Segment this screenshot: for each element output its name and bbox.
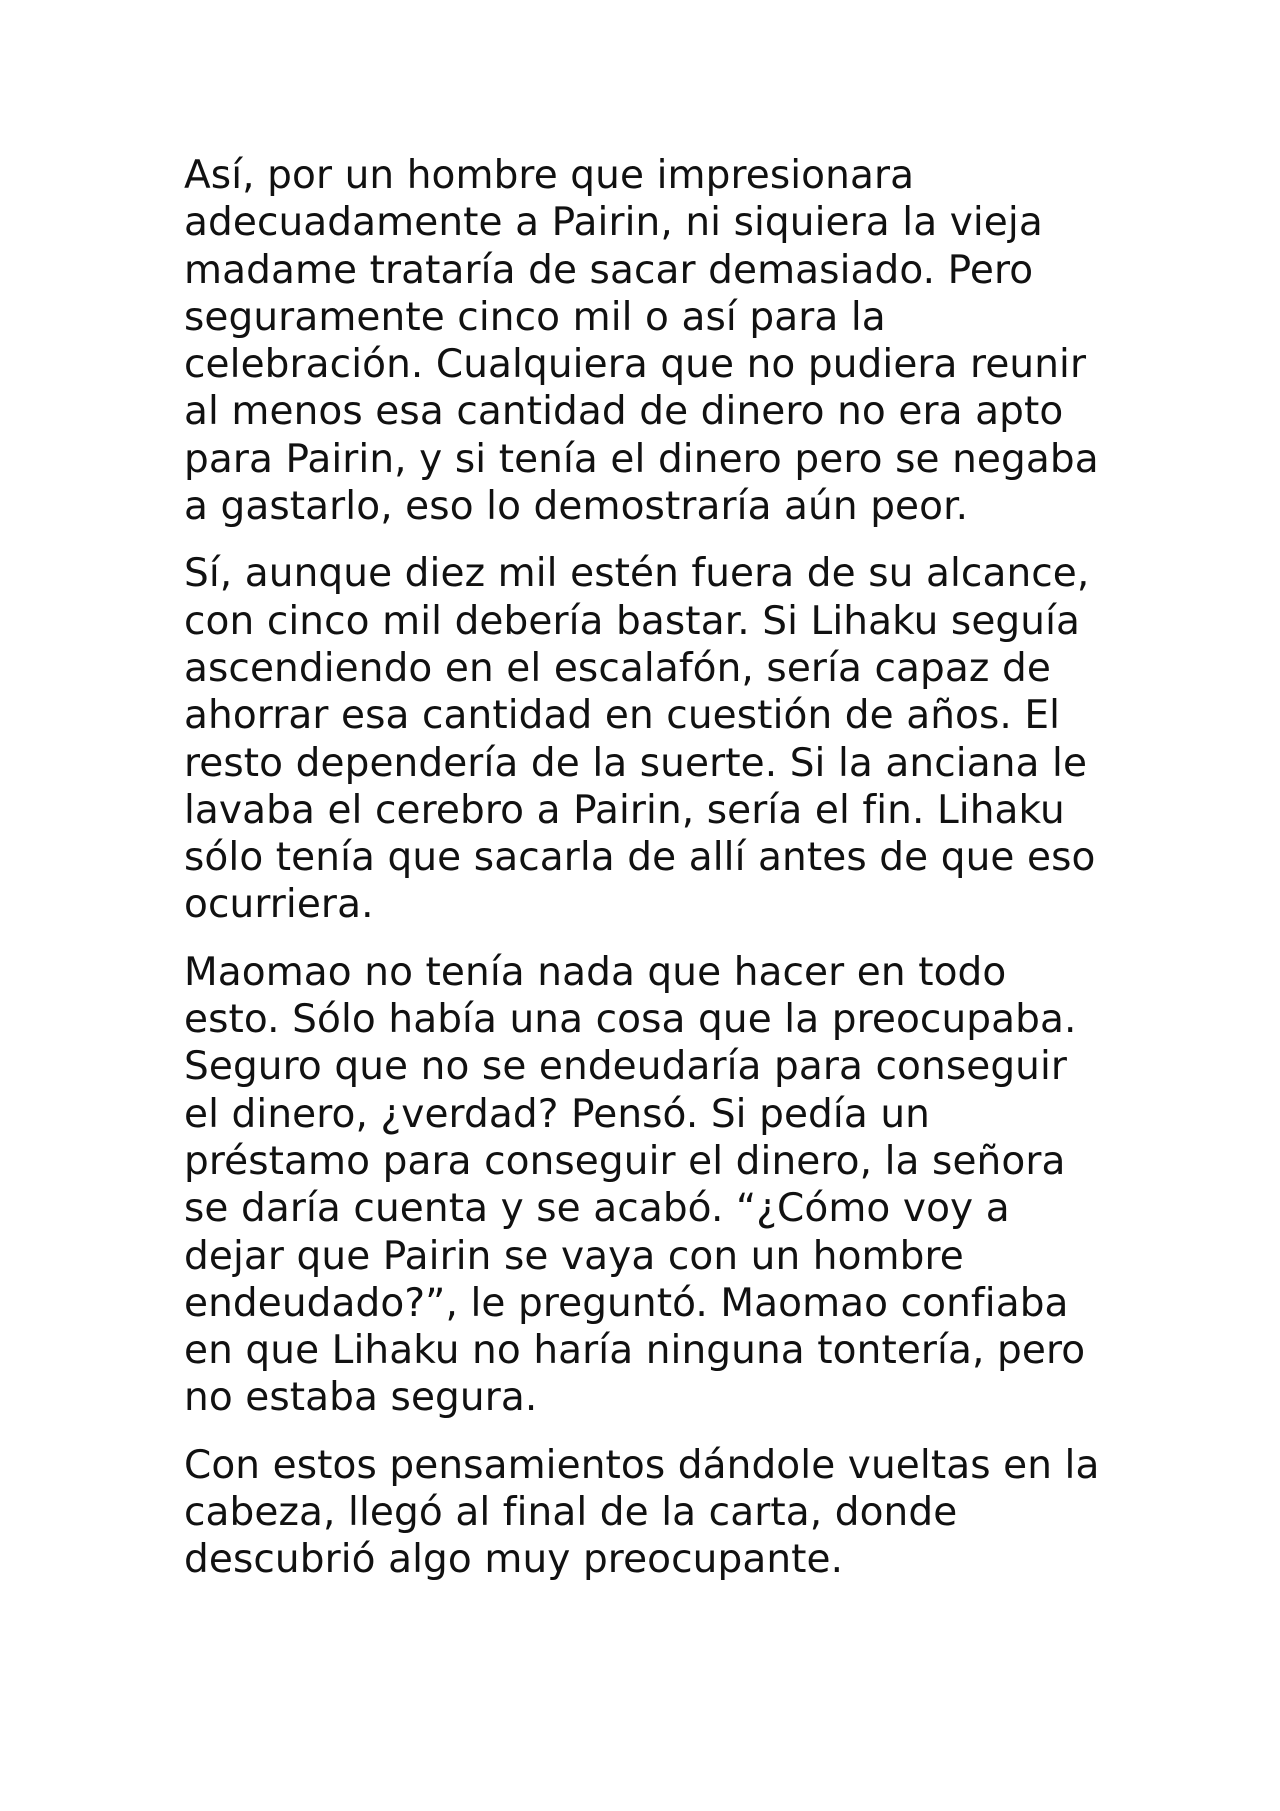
body-text	[184, 152, 1124, 1604]
text-line: se daría cuenta y se acabó. “¿Cómo voy a	[184, 1186, 1010, 1232]
paragraph-2	[184, 550, 1124, 928]
text-line: ocurriera.	[184, 882, 374, 928]
text-line: seguramente cinco mil o así para la	[184, 294, 886, 340]
text-line: préstamo para conseguir el dinero, la señora	[184, 1138, 1066, 1184]
text-line: Seguro que no se endeudaría para conseguir	[184, 1044, 1068, 1090]
text-line: sólo tenía que sacarla de allí antes de que eso	[184, 835, 1096, 881]
text-line: Maomao no tenía nada que hacer en todo	[184, 949, 1007, 995]
text-line: Así, por un hombre que impresionara	[184, 153, 915, 198]
paragraph-3	[184, 949, 1124, 1422]
text-line: Sí, aunque diez mil estén fuera de su alcance,	[184, 551, 1090, 597]
paragraph-1	[184, 152, 1124, 530]
text-line: ahorrar esa cantidad en cuestión de años. El	[184, 693, 1061, 739]
text-line: en que Lihaku no haría ninguna tontería, pero	[184, 1328, 1086, 1374]
text-line: descubrió algo muy preocupante.	[184, 1537, 844, 1583]
text-line: adecuadamente a Pairin, ni siquiera la vieja	[184, 200, 1043, 246]
text-line: resto dependería de la suerte. Si la anciana le	[184, 740, 1088, 786]
text-line: endeudado?”, le preguntó. Maomao confiaba	[184, 1280, 1069, 1326]
text-line: lavaba el cerebro a Pairin, sería el fin. Lihaku	[184, 787, 1065, 833]
text-line: no estaba segura.	[184, 1375, 538, 1421]
text-line: Con estos pensamientos dándole vueltas en la	[184, 1442, 1100, 1488]
text-line: cabeza, llegó al final de la carta, donde	[184, 1490, 958, 1536]
paragraph-4	[184, 1442, 1124, 1584]
text-line: esto. Sólo había una cosa que la preocupaba.	[184, 997, 1077, 1043]
text-line: madame trataría de sacar demasiado. Pero	[184, 247, 1034, 293]
text-line: celebración. Cualquiera que no pudiera reunir	[184, 342, 1087, 388]
text-line: ascendiendo en el escalafón, sería capaz de	[184, 645, 1051, 691]
text-line: para Pairin, y si tenía el dinero pero se negaba	[184, 436, 1099, 482]
text-line: dejar que Pairin se vaya con un hombre	[184, 1233, 964, 1279]
text-line: con cinco mil debería bastar. Si Lihaku seguía	[184, 598, 1081, 644]
text-line: el dinero, ¿verdad? Pensó. Si pedía un	[184, 1091, 930, 1137]
text-line: al menos esa cantidad de dinero no era apto	[184, 389, 1064, 435]
text-line: a gastarlo, eso lo demostraría aún peor.	[184, 484, 969, 530]
